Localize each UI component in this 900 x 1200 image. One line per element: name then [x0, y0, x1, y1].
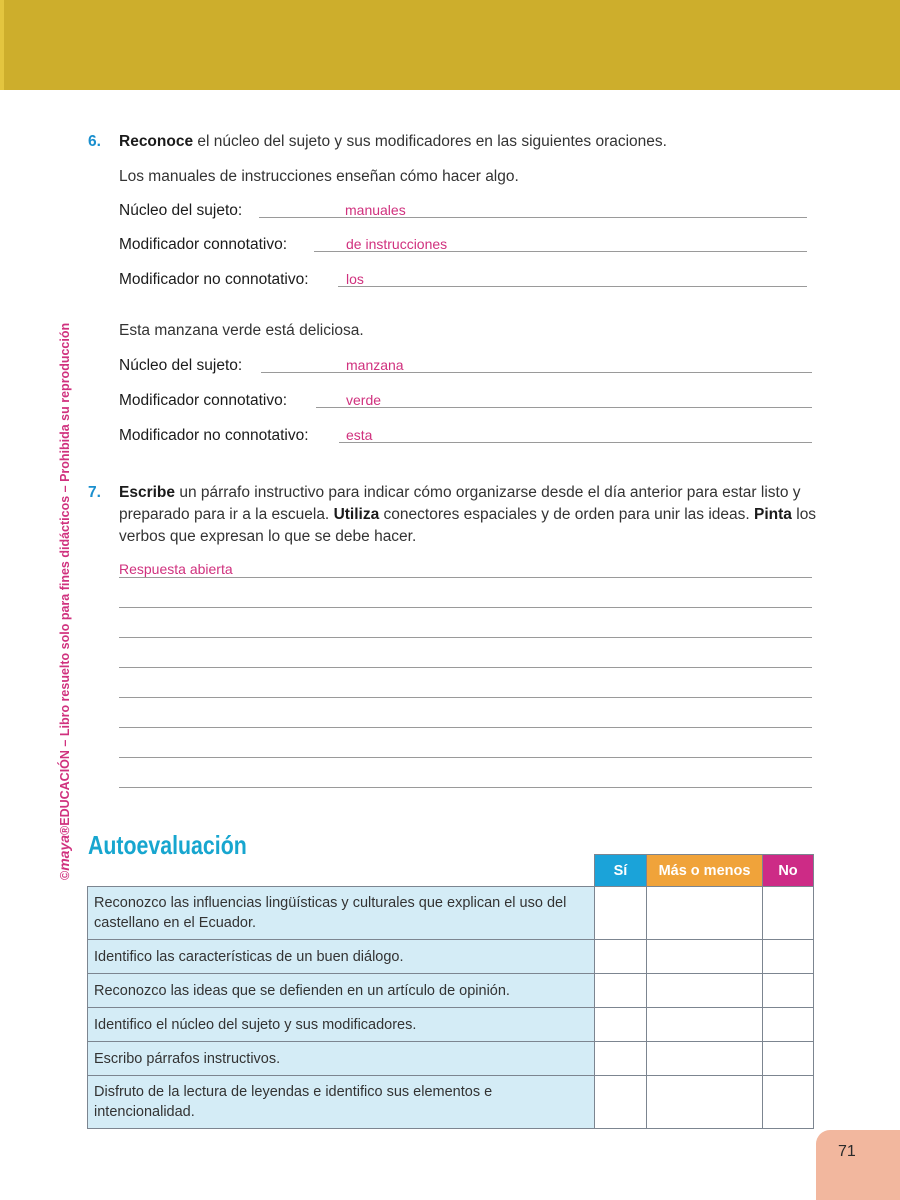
mod-no-connotativo-answer-1[interactable]: los	[338, 271, 807, 287]
header-no: No	[763, 855, 814, 887]
question-7-verb-escribe: Escribe	[119, 484, 176, 501]
check-mas-o-menos[interactable]	[647, 1076, 763, 1129]
answer-line-3[interactable]	[119, 621, 812, 638]
criterion-text: Disfruto de la lectura de leyendas e identifico sus elementos e intencionalidad.	[88, 1076, 595, 1129]
header-mas-o-menos: Más o menos	[647, 855, 763, 887]
question-6-prompt	[119, 131, 819, 153]
nucleo-label-1: Núcleo del sujeto:	[119, 202, 243, 219]
answer-line-5[interactable]	[119, 681, 812, 698]
check-si[interactable]	[595, 940, 647, 974]
check-no[interactable]	[763, 940, 814, 974]
check-no[interactable]	[763, 887, 814, 940]
page-number: 71	[838, 1143, 856, 1160]
question-7-text-3: los verbos que expresan lo que se debe hacer.	[119, 506, 817, 545]
criterion-text: Reconozco las ideas que se defienden en un artículo de opinión.	[88, 974, 595, 1008]
check-mas-o-menos[interactable]	[647, 1042, 763, 1076]
nucleo-answer-2[interactable]: manzana	[261, 357, 812, 373]
answer-line-4[interactable]	[119, 651, 812, 668]
brand-logo: maya	[56, 834, 72, 871]
mod-no-connotativo-label-2: Modificador no connotativo:	[119, 427, 309, 444]
criterion-text: Reconozco las influencias lingüísticas y culturales que explican el uso del castellano en el Ecuador.	[88, 887, 595, 940]
criterion-text: Identifico las características de un buen diálogo.	[88, 940, 595, 974]
answer-line-7[interactable]	[119, 741, 812, 758]
mod-no-connotativo-answer-2[interactable]: esta	[339, 427, 812, 443]
mod-connotativo-answer-1[interactable]: de instrucciones	[314, 236, 807, 252]
table-row	[88, 887, 814, 940]
copyright-symbol: ©	[58, 870, 72, 880]
nucleo-answer-1[interactable]: manuales	[259, 202, 807, 218]
question-6-text: el núcleo del sujeto y sus modificadores en las siguientes oraciones.	[193, 133, 667, 150]
check-no[interactable]	[763, 974, 814, 1008]
check-si[interactable]	[595, 974, 647, 1008]
question-7-verb-utiliza: Utiliza	[333, 506, 380, 523]
table-row	[88, 974, 814, 1008]
check-mas-o-menos[interactable]	[647, 974, 763, 1008]
question-7-prompt	[119, 482, 819, 548]
check-si[interactable]	[595, 1008, 647, 1042]
mod-connotativo-answer-2[interactable]: verde	[316, 392, 812, 408]
answer-line-6[interactable]	[119, 711, 812, 728]
mod-connotativo-label-1: Modificador connotativo:	[119, 236, 288, 253]
header-spacer	[88, 855, 595, 887]
question-7-text-1: un párrafo instructivo para indicar cómo organizarse desde el día anterior para estar listo y preparado para ir a la escuela.	[119, 484, 801, 523]
question-6-verb: Reconoce	[119, 133, 194, 150]
mod-connotativo-label-2: Modificador connotativo:	[119, 392, 288, 409]
autoevaluacion-table	[87, 854, 814, 1129]
answer-line-1[interactable]: Respuesta abierta	[119, 561, 812, 578]
header-si: Sí	[595, 855, 647, 887]
question-7-text-2: conectores espaciales y de orden para unir las ideas.	[379, 506, 755, 523]
check-mas-o-menos[interactable]	[647, 1008, 763, 1042]
check-mas-o-menos[interactable]	[647, 887, 763, 940]
check-si[interactable]	[595, 887, 647, 940]
question-7-verb-pinta: Pinta	[754, 506, 792, 523]
answer-line-8[interactable]	[119, 771, 812, 788]
check-no[interactable]	[763, 1042, 814, 1076]
copyright-text: ®EDUCACIÓN – Libro resuelto solo para fines didácticos – Prohibida su reproducción	[58, 322, 72, 835]
copyright-sidenote	[56, 320, 72, 880]
question-6-number: 6.	[88, 133, 101, 150]
mod-no-connotativo-label-1: Modificador no connotativo:	[119, 271, 309, 288]
criterion-text: Identifico el núcleo del sujeto y sus modificadores.	[88, 1008, 595, 1042]
sentence-2: Esta manzana verde está deliciosa.	[119, 322, 364, 339]
table-row	[88, 1042, 814, 1076]
page-number-tab	[816, 1130, 900, 1200]
sentence-1: Los manuales de instrucciones enseñan cómo hacer algo.	[119, 168, 519, 185]
check-mas-o-menos[interactable]	[647, 940, 763, 974]
check-no[interactable]	[763, 1008, 814, 1042]
table-row	[88, 940, 814, 974]
question-7-number: 7.	[88, 484, 101, 501]
check-si[interactable]	[595, 1076, 647, 1129]
nucleo-label-2: Núcleo del sujeto:	[119, 357, 243, 374]
criterion-text: Escribo párrafos instructivos.	[88, 1042, 595, 1076]
table-row	[88, 1008, 814, 1042]
header-band	[0, 0, 900, 90]
check-si[interactable]	[595, 1042, 647, 1076]
table-header-row	[88, 855, 814, 887]
check-no[interactable]	[763, 1076, 814, 1129]
autoevaluacion-title: Autoevaluación	[88, 830, 247, 860]
table-row	[88, 1076, 814, 1129]
answer-line-2[interactable]	[119, 591, 812, 608]
